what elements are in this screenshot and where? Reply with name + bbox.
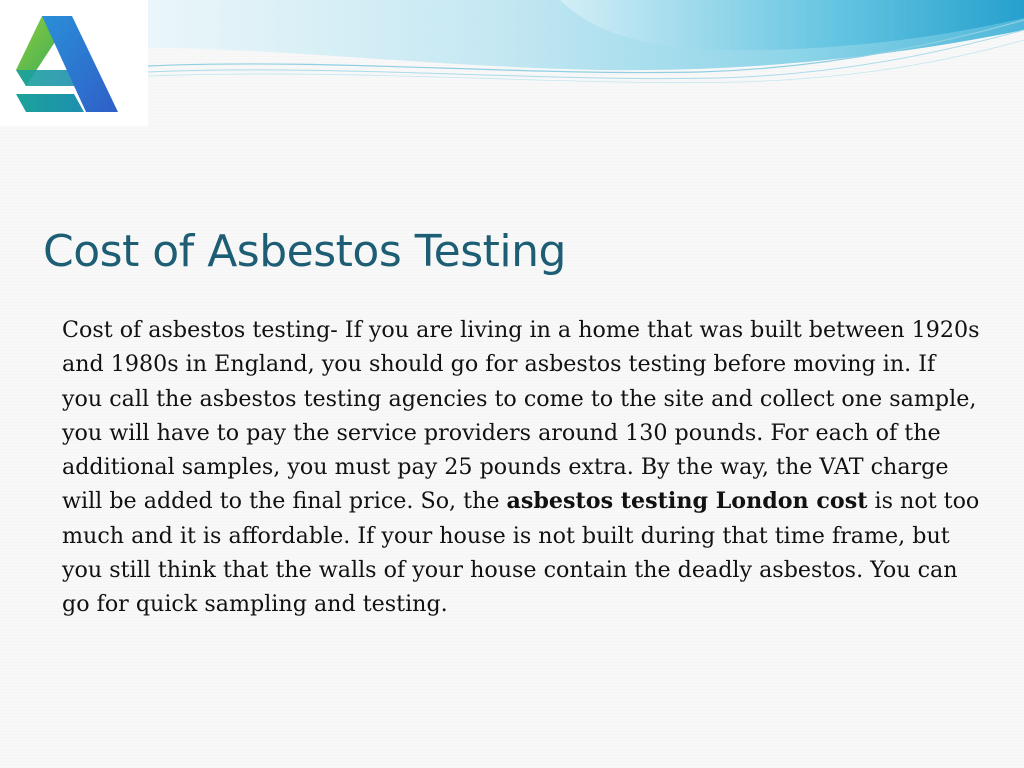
body-paragraph xyxy=(62,313,982,622)
autodesk-style-a-logo-icon xyxy=(14,14,120,114)
header-wave-decoration xyxy=(0,0,1024,100)
body-bold-keyword: asbestos testing London cost xyxy=(506,488,868,515)
slide-title: Cost of Asbestos Testing xyxy=(43,226,566,277)
logo-panel xyxy=(0,0,148,126)
body-text-part-2: is not too much and it is affordable. If your house is not built during that time frame, but you still think that the walls of your house contain the deadly asbestos. You can go for quick sampling and testing. xyxy=(62,488,980,618)
body-text-part-1: Cost of asbestos testing- If you are living in a home that was built between 1920s and 1980s in England, you should go for asbestos testing before moving in. If you call the asbestos testing agencies to come to the site and collect one sample, you will have to pay the service providers around 130 pounds. For each of the additional samples, you must pay 25 pounds extra. By the way, the VAT charge will be added to the final price. So, the xyxy=(62,317,980,515)
